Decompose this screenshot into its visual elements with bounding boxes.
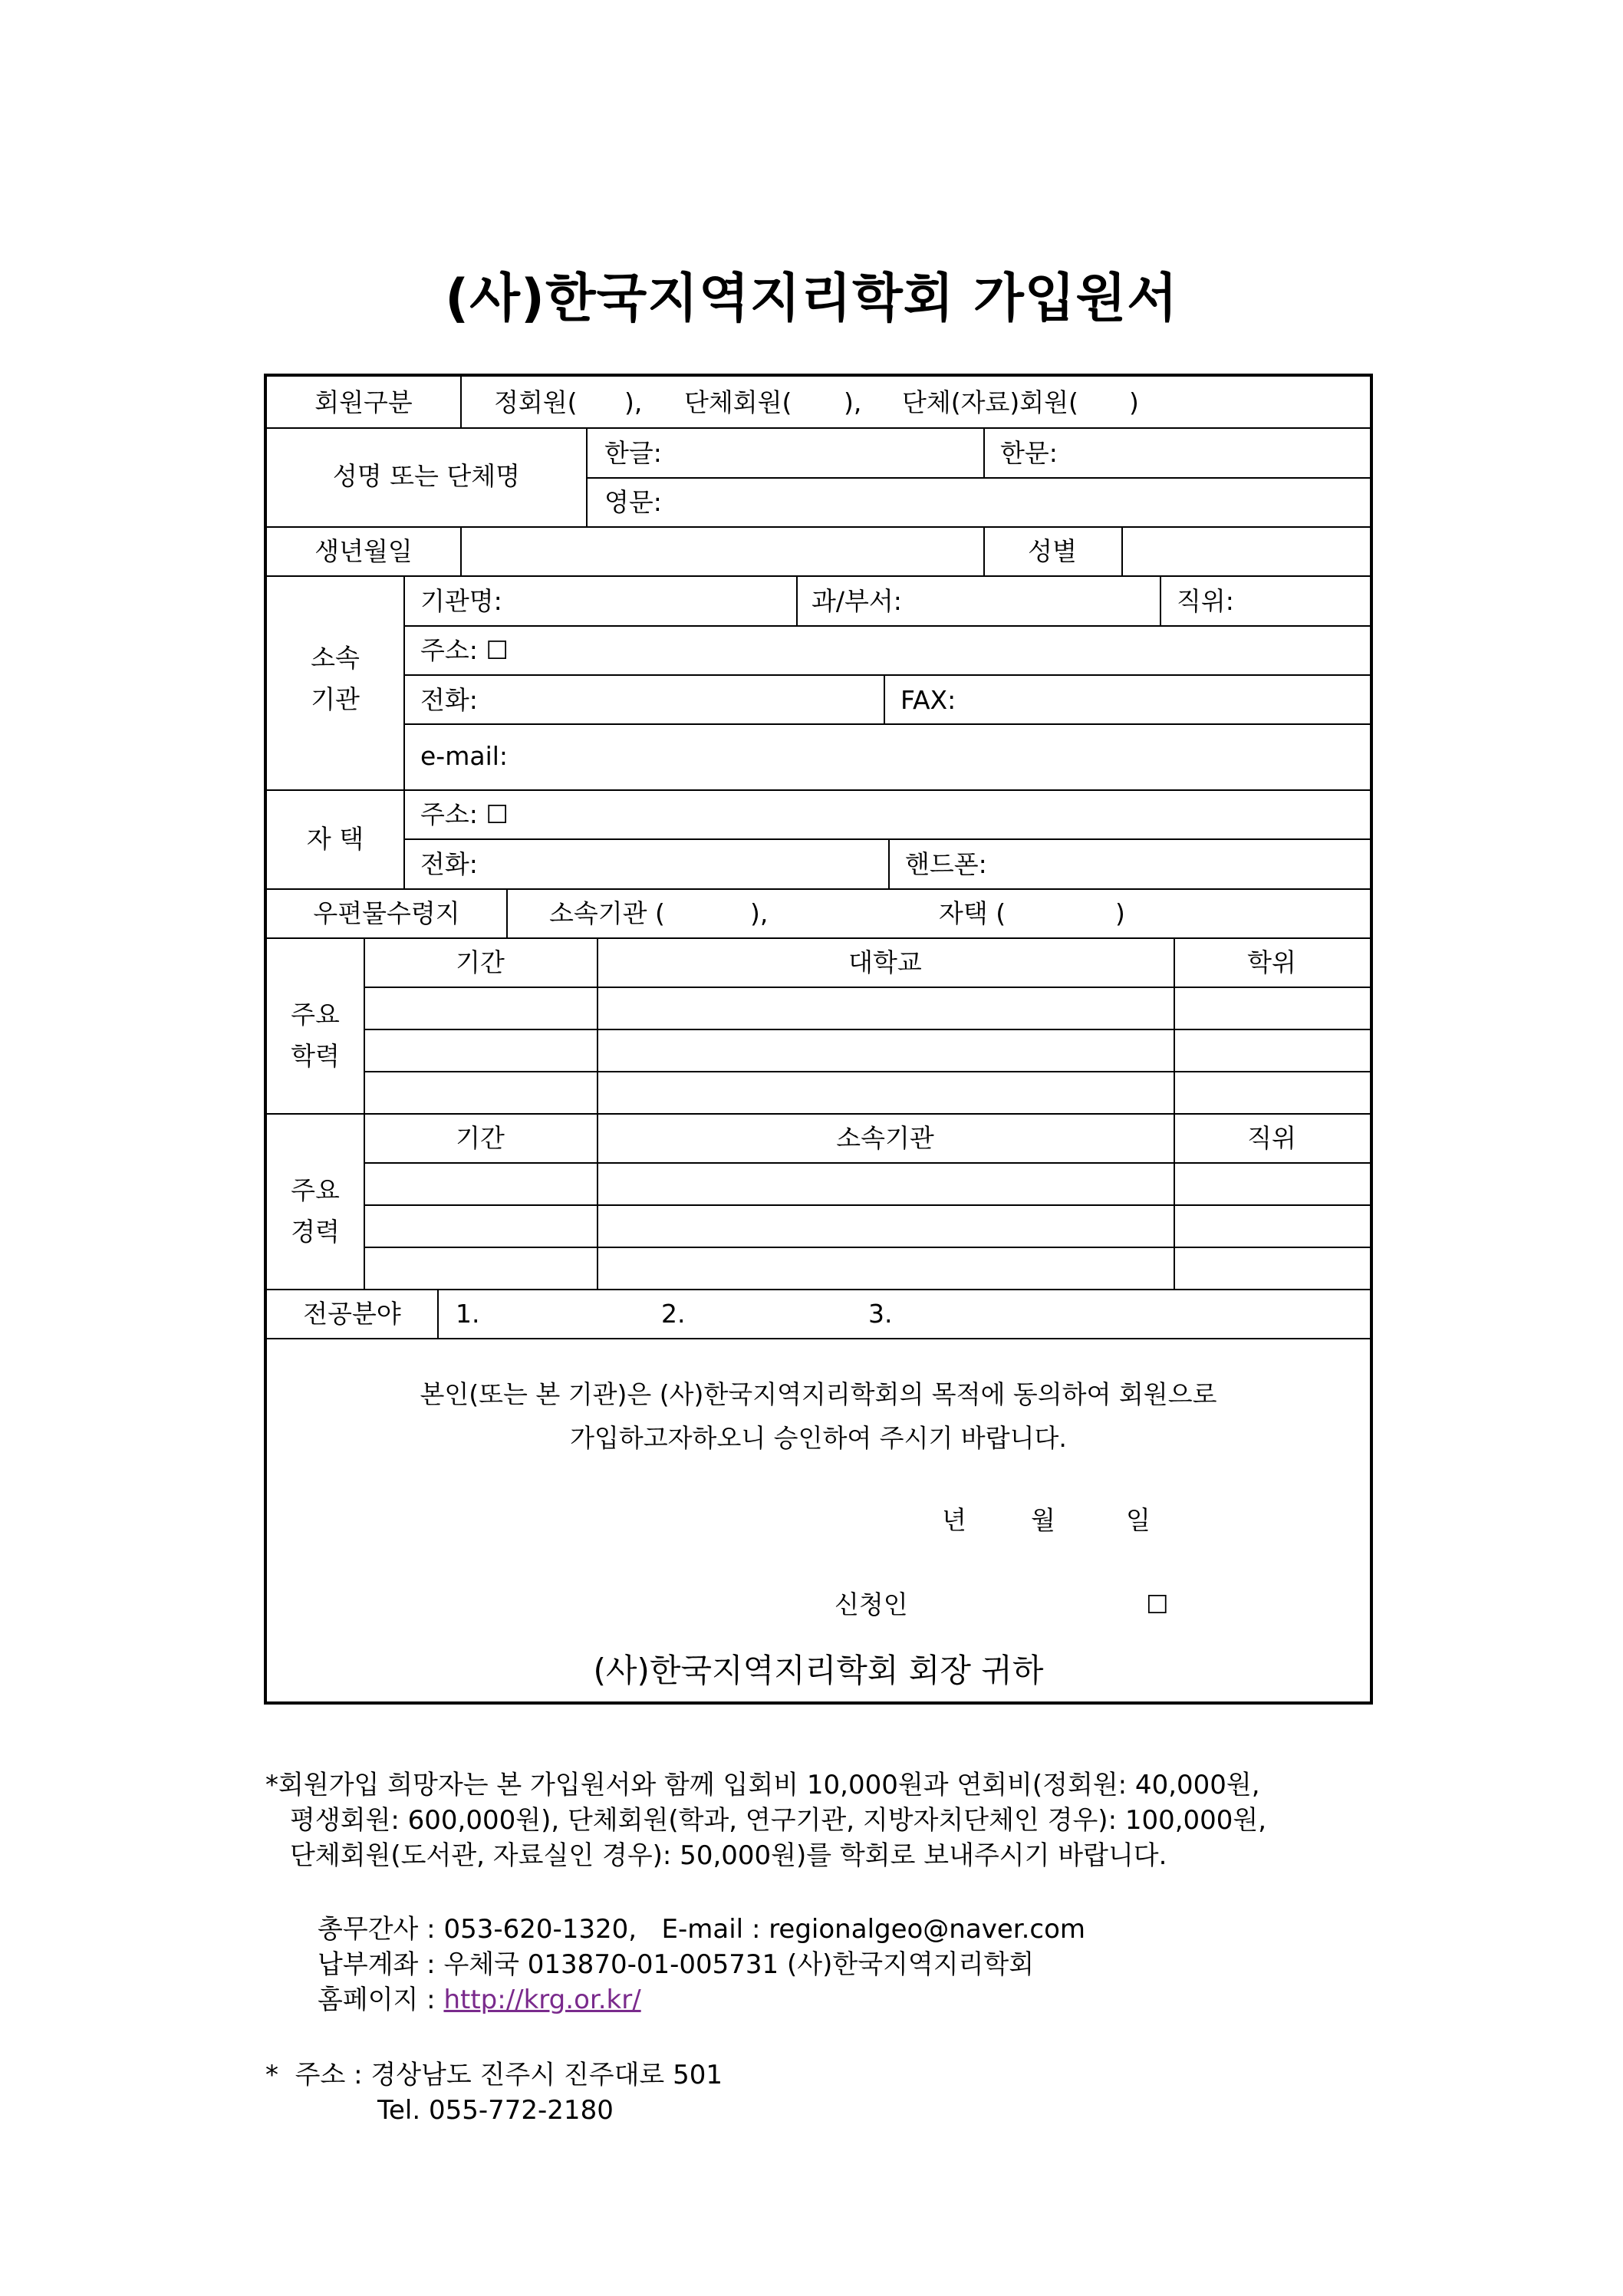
org-address-field[interactable]: 주소: ☐ (420, 635, 509, 665)
data-group-member-option[interactable]: 단체(자료)회원( (902, 387, 1078, 417)
col-divider (983, 427, 985, 477)
row-divider (586, 477, 1370, 479)
row-divider (364, 1029, 1370, 1030)
row-divider (364, 1247, 1370, 1248)
fee-note-line-3: 단체회원(도서관, 자료실인 경우): 50,000원)를 학회로 보내주시기 바랍니다. (290, 1840, 1167, 1871)
col-divider (506, 888, 508, 937)
homepage-label: 홈페이지 : (318, 1985, 444, 2015)
col-divider (586, 427, 588, 526)
org-fax-field[interactable]: FAX: (900, 685, 956, 715)
home-phone-field[interactable]: 전화: (420, 849, 478, 879)
career-label-2: 경력 (291, 1217, 340, 1247)
fee-note-line-2: 평생회원: 600,000원), 단체회원(학과, 연구기관, 지방자치단체인 경우): 100,000원, (290, 1805, 1267, 1836)
col-divider (460, 526, 462, 575)
declaration-line-2: 가입하고자하오니 승인하여 주시기 바랍니다. (570, 1423, 1067, 1453)
col-divider (888, 838, 890, 888)
mail-affiliation-close: ), (750, 898, 769, 928)
data-group-member-close: ) (1129, 387, 1139, 417)
payment-account: 납부계좌 : 우체국 013870-01-005731 (사)한국지역지리학회 (318, 1949, 1035, 1980)
position-field[interactable]: 직위: (1177, 586, 1234, 616)
recipient-line: (사)한국지역지리학회 회장 귀하 (593, 1652, 1044, 1689)
mail-home-close: ) (1115, 898, 1125, 928)
career-header-period: 기간 (456, 1123, 505, 1153)
career-header-organization: 소속기관 (836, 1123, 934, 1153)
homepage-line (318, 1987, 641, 2013)
org-phone-field[interactable]: 전화: (420, 685, 478, 715)
col-divider (597, 937, 598, 1289)
col-divider (884, 674, 885, 723)
membership-label: 회원구분 (314, 387, 413, 417)
row-divider (364, 987, 1370, 988)
english-name-field[interactable]: 영문: (604, 487, 662, 517)
home-label: 자 택 (306, 824, 364, 854)
col-divider (460, 377, 462, 427)
row-divider (267, 575, 1370, 577)
education-header-period: 기간 (456, 947, 505, 977)
birthdate-label: 생년월일 (314, 536, 413, 566)
secretary-contact: 총무간사 : 053-620-1320, E-mail : regionalgeo@naver.com (318, 1914, 1086, 1945)
row-divider (267, 1289, 1370, 1290)
date-month-label: 월 (1031, 1505, 1055, 1535)
fee-note-line-1: *회원가입 희망자는 본 가입원서와 함께 입회비 10,000원과 연회비(정회원: 40,000원, (265, 1770, 1260, 1800)
row-divider (267, 1338, 1370, 1339)
col-divider (1121, 526, 1123, 575)
major-label: 전공분야 (303, 1299, 401, 1329)
row-divider (364, 1204, 1370, 1206)
col-divider (796, 575, 798, 625)
home-address-field[interactable]: 주소: ☐ (420, 799, 509, 829)
row-divider (403, 625, 1370, 627)
row-divider (364, 1071, 1370, 1072)
education-label-1: 주요 (291, 1000, 340, 1029)
mobile-field[interactable]: 핸드폰: (905, 849, 987, 879)
col-divider (1160, 575, 1161, 625)
application-form-table (264, 374, 1373, 1705)
row-divider (267, 888, 1370, 890)
regular-member-option[interactable]: 정회원( (494, 387, 578, 417)
major-field-1[interactable]: 1. (456, 1299, 480, 1329)
page-title: (사)한국지역지리학회 가입원서 (445, 268, 1178, 329)
applicant-label: 신청인 (835, 1589, 908, 1619)
career-label-1: 주요 (291, 1175, 340, 1205)
date-year-label: 년 (942, 1505, 966, 1535)
regular-member-close: ), (624, 387, 643, 417)
korean-name-field[interactable]: 한글: (604, 438, 662, 468)
major-field-2[interactable]: 2. (661, 1299, 686, 1329)
homepage-link[interactable]: http://krg.or.kr/ (443, 1985, 641, 2015)
email-field[interactable]: e-mail: (420, 741, 509, 771)
society-tel: Tel. 055-772-2180 (377, 2095, 614, 2126)
row-divider (267, 789, 1370, 791)
row-divider (267, 937, 1370, 939)
mail-home-option[interactable]: 자택 ( (939, 898, 1006, 928)
education-header-university: 대학교 (848, 947, 922, 977)
org-name-field[interactable]: 기관명: (420, 586, 502, 616)
col-divider (437, 1289, 439, 1338)
group-member-close: ), (844, 387, 862, 417)
name-label: 성명 또는 단체명 (332, 461, 521, 491)
gender-label: 성별 (1028, 536, 1077, 566)
col-divider (403, 575, 405, 888)
declaration-line-1: 본인(또는 본 기관)은 (사)한국지역지리학회의 목적에 동의하여 회원으로 (420, 1379, 1217, 1409)
chinese-name-field[interactable]: 한문: (1000, 438, 1058, 468)
department-field[interactable]: 과/부서: (812, 586, 902, 616)
col-divider (1174, 937, 1175, 1289)
col-divider (364, 937, 365, 1289)
major-field-3[interactable]: 3. (868, 1299, 893, 1329)
society-address: * 주소 : 경상남도 진주시 진주대로 501 (265, 2060, 723, 2090)
career-header-position: 직위 (1247, 1123, 1296, 1153)
affiliation-label-2: 기관 (311, 684, 360, 714)
education-header-degree: 학위 (1247, 947, 1296, 977)
row-divider (267, 1113, 1370, 1115)
date-day-label: 일 (1126, 1505, 1151, 1535)
education-label-2: 학력 (291, 1041, 340, 1071)
row-divider (364, 1162, 1370, 1164)
row-divider (267, 427, 1370, 429)
seal-box-icon: ☐ (1146, 1589, 1169, 1619)
row-divider (403, 723, 1370, 725)
row-divider (267, 526, 1370, 528)
row-divider (403, 838, 1370, 840)
mail-affiliation-option[interactable]: 소속기관 ( (549, 898, 665, 928)
group-member-option[interactable]: 단체회원( (684, 387, 792, 417)
row-divider (403, 674, 1370, 676)
affiliation-label-1: 소속 (311, 643, 360, 673)
mail-destination-label: 우편물수령지 (313, 898, 460, 928)
